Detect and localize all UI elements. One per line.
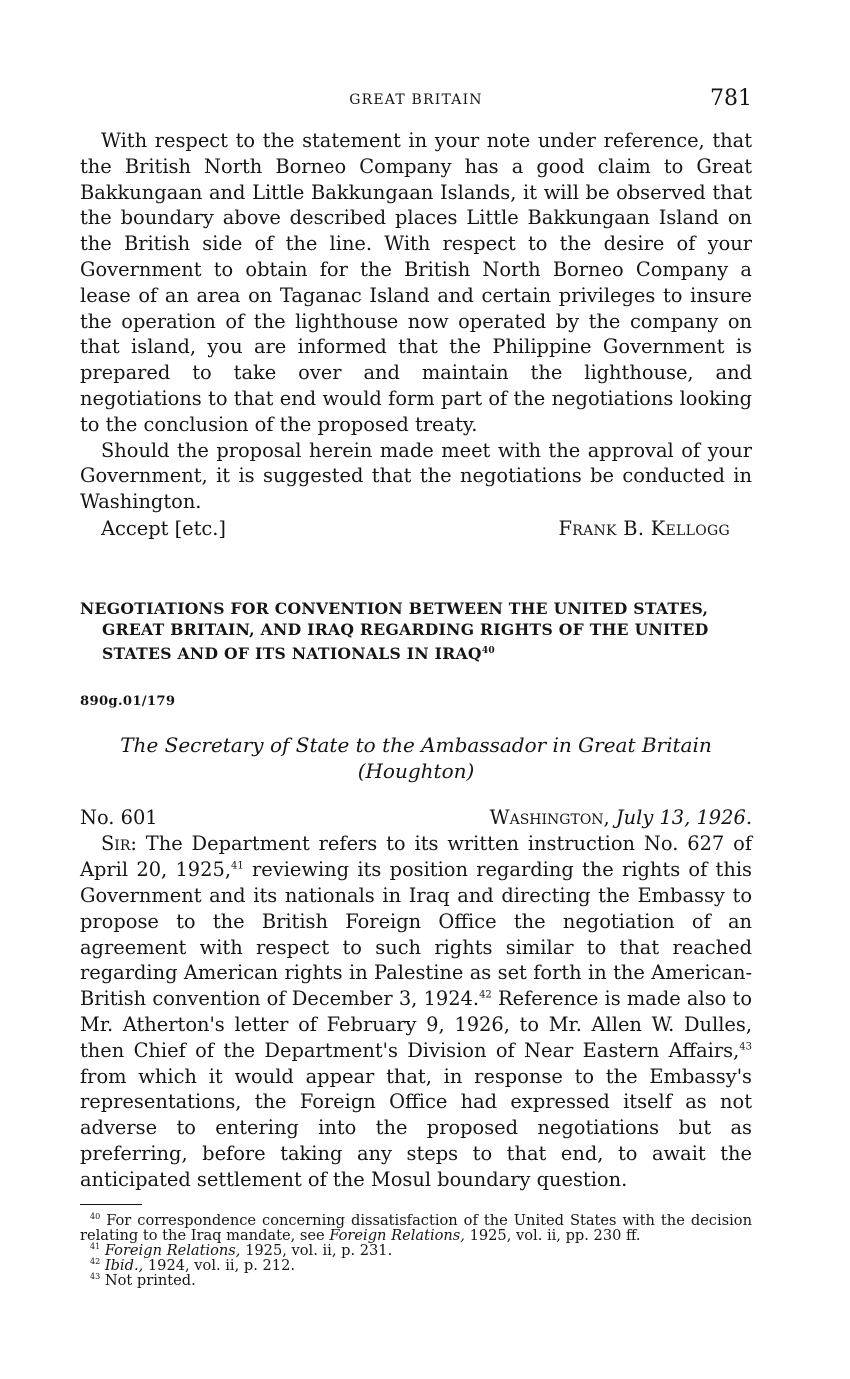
- footnote-text: 1924, vol. ii, p. 212.: [147, 1256, 295, 1274]
- footnote-ref: 42: [479, 989, 492, 1001]
- footnote-ref: 43: [739, 1041, 752, 1053]
- date: July 13, 1926.: [615, 806, 752, 830]
- closing-row: [80, 516, 752, 542]
- document-title-line: (Houghton): [357, 759, 475, 784]
- footnote-text: 1925, vol. ii, pp. 230 ff.: [469, 1226, 641, 1244]
- place-date: [490, 804, 752, 831]
- footnote-text: For correspondence concerning dissatisfaction of the United States with the decision relating to the Iraq mandate, see: [80, 1211, 752, 1244]
- place: Washington,: [489, 806, 610, 830]
- footnotes: [80, 1213, 752, 1288]
- running-head: [80, 86, 752, 116]
- document-title-line: The Secretary of State to the Ambassador in Great Britain: [120, 733, 712, 758]
- footnote-mark: 41: [90, 1241, 101, 1251]
- letter-text: Reference is made also to Mr. Atherton's letter of February 9, 1926, to Mr. Allen W. Dulles, then Chief of the Department's Division of Near Eastern Affairs,: [80, 987, 752, 1062]
- footnote-divider: [80, 1204, 142, 1205]
- signature: Frank B. Kellogg: [558, 516, 730, 540]
- paragraph: Should the proposal herein made meet with the approval of your Government, it is suggested that the negotiations be conducted in Washington.: [80, 438, 752, 514]
- footnote: [80, 1213, 752, 1243]
- footnote-mark: 42: [90, 1256, 101, 1266]
- document-title: [80, 732, 752, 784]
- salutation: Sir:: [101, 832, 137, 856]
- letter-text: reviewing its position regarding the rights of this Government and its nationals in Iraq and directing the Embassy to propose to the British Foreign Office the negotiation of an agreement with respect to such rights similar to that reached regarding American rights in Palestine as set forth in the American-British convention of December 3, 1924.: [80, 858, 752, 1011]
- running-title: GREAT BRITAIN: [349, 92, 483, 108]
- footnote-text: Not printed.: [104, 1271, 196, 1289]
- section-heading: [80, 598, 752, 665]
- letter-continuation: [80, 128, 752, 1288]
- footnote: [80, 1243, 752, 1258]
- footnote-mark: 40: [90, 1211, 101, 1221]
- file-number: 890g.01/179: [80, 693, 176, 709]
- footnote-ref: 41: [230, 860, 244, 872]
- footnote-ref: 40: [481, 645, 495, 656]
- section-heading-text: NEGOTIATIONS FOR CONVENTION BETWEEN THE UNITED STATES, GREAT BRITAIN, AND IRAQ REGARDING RIGHTS OF THE UNITED STATES AND OF ITS NATIONALS IN IRAQ: [80, 598, 709, 664]
- footnote-citation: Foreign Relations,: [329, 1226, 465, 1244]
- paragraph: With respect to the statement in your note under reference, that the British North Borneo Company has a good claim to Great Bakkungaan and Little Bakkungaan Islands, it will be observed that the boundary above described places Little Bakkungaan Island on the British side of the line. With respect to the desire of your Government to obtain for the British North Borneo Company a lease of an area on Taganac Island and certain privileges to insure the operation of the lighthouse now operated by the company on that island, you are informed that the Philippine Government is prepared to take over and maintain the lighthouse, and negotiations to that end would form part of the negotiations looking to the conclusion of the proposed treaty.: [80, 129, 752, 436]
- footnote-text: 1925, vol. ii, p. 231.: [245, 1241, 393, 1259]
- letter-text: The Department refers to its written instruction No. 627 of April 20, 1925,: [80, 832, 752, 882]
- dateline: [80, 804, 752, 831]
- footnote-citation: Ibid.,: [104, 1256, 144, 1274]
- letter-text: from which it would appear that, in response to the Embassy's representations, the Foreign Office had expressed itself as not adverse to entering into the proposed negotiations but as preferring, before taking any steps to that end, to await the anticipated settlement of the Mosul boundary question.: [80, 1064, 752, 1191]
- letter-body: [80, 831, 752, 1192]
- document-number: No. 601: [80, 806, 158, 830]
- footnote-mark: 43: [90, 1271, 101, 1281]
- footnote-citation: Foreign Relations,: [104, 1241, 241, 1259]
- complimentary-close: Accept [etc.]: [101, 516, 226, 540]
- footnote: [80, 1258, 752, 1273]
- page-number: 781: [710, 86, 752, 111]
- footnote: [80, 1273, 752, 1288]
